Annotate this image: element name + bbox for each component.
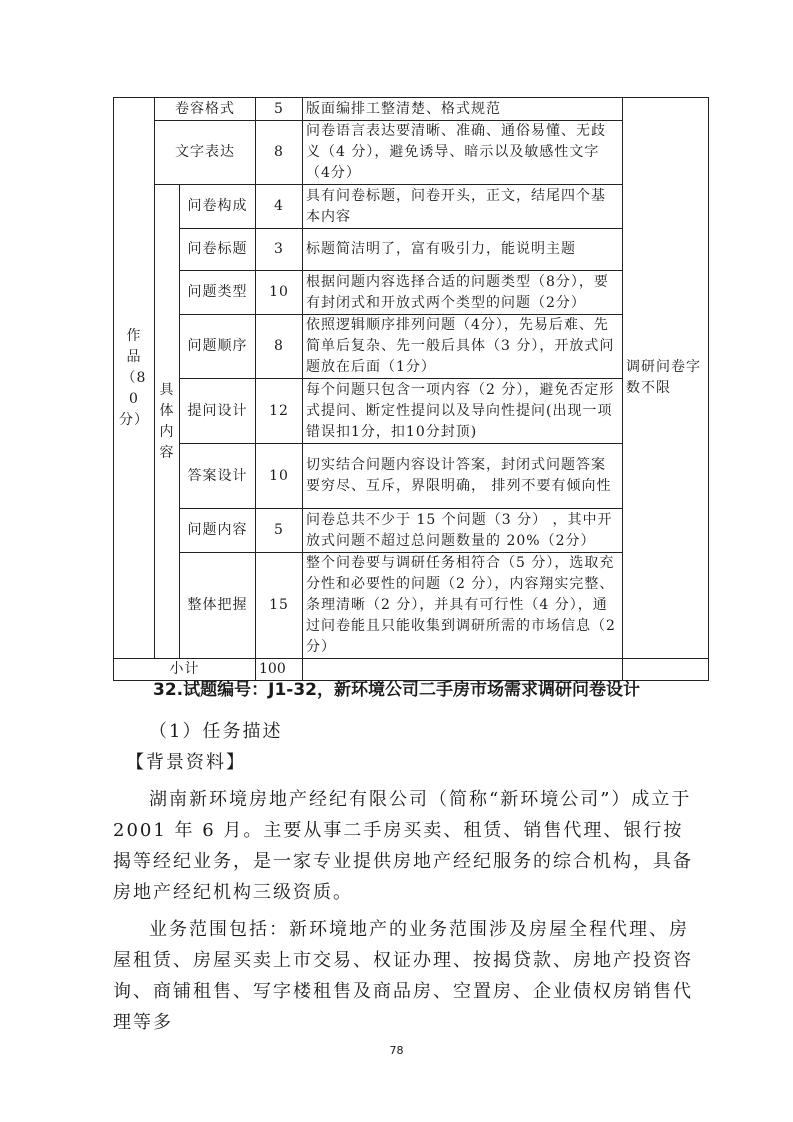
background-label: 【背景资料】 — [126, 752, 246, 773]
item-cell: 整体把握 — [180, 553, 256, 659]
criteria-cell: 问卷总共不少于 15 个问题（3 分） ，其中开放式问题不超过总问题数量的 20%（2分） — [303, 509, 623, 553]
body-paragraph-2: 业务范围包括：新环境地产的业务范围涉及房屋全程代理、房屋租赁、房屋买卖上市交易、权证办理、按揭贷款、房地产投资咨询、商铺租售、写字楼租售及商品房、空置房、企业债权房销售代理等多 — [113, 919, 693, 1033]
sub-category-cell — [155, 185, 180, 659]
subtotal-label: 小计 — [114, 659, 256, 681]
score-cell: 5 — [256, 509, 303, 553]
category-line: 品 — [126, 348, 142, 365]
criteria-cell: 切实结合问题内容设计答案，封闭式问题答案要穷尽、互斥，界限明确， 排列不要有倾向性 — [303, 444, 623, 509]
sub-category-line: 容 — [159, 444, 175, 461]
category-cell — [114, 98, 155, 659]
score-cell: 10 — [256, 444, 303, 509]
category-line: （8 — [121, 369, 147, 386]
item-cell: 问题顺序 — [180, 315, 256, 379]
item-cell: 卷容格式 — [155, 98, 256, 121]
criteria-cell: 每个问题只包含一项内容（2 分），避免否定形式提问、断定性提问以及导向性提问(出现一项错误扣1分，扣10分封顶) — [303, 379, 623, 444]
score-cell: 4 — [256, 185, 303, 229]
score-cell: 5 — [256, 98, 303, 121]
scoring-table — [113, 97, 709, 681]
item-cell: 问题类型 — [180, 271, 256, 315]
criteria-cell: 问卷语言表达要清晰、准确、通俗易懂、无歧义（4 分），避免诱导、暗示以及敏感性文字（4分） — [303, 121, 623, 185]
item-cell: 问卷标题 — [180, 229, 256, 271]
criteria-cell: 版面编排工整清楚、格式规范 — [303, 98, 623, 121]
item-cell: 答案设计 — [180, 444, 256, 509]
criteria-cell: 整个问卷要与调研任务相符合（5 分），选取充分性和必要性的问题（2 分），内容翔实完整、条理清晰（2 分），并具有可行性（4 分），通过问卷能且只能收集到调研所需的市场信息（2分） — [303, 553, 623, 659]
item-cell: 提问设计 — [180, 379, 256, 444]
sub-category-line: 具 — [159, 381, 175, 398]
page-number: 78 — [389, 1044, 404, 1057]
category-line: 分） — [119, 411, 149, 428]
table-row — [114, 229, 709, 271]
note-cell: 调研问卷字数不限 — [623, 98, 709, 659]
table-row — [114, 509, 709, 553]
table-row — [114, 185, 709, 229]
score-cell: 8 — [256, 315, 303, 379]
table-row — [114, 271, 709, 315]
body-paragraph-1: 湖南新环境房地产经纪有限公司（简称“新环境公司”）成立于2001 年 6 月。主要从事二手房买卖、租赁、销售代理、银行按揭等经纪业务，是一家专业提供房地产经纪服务的综合机构，具备房地产经纪机构三级资质。 — [113, 789, 693, 903]
score-cell: 8 — [256, 121, 303, 185]
item-cell: 文字表达 — [155, 121, 256, 185]
table-row — [114, 121, 709, 185]
question-heading: 32.试题编号：J1-32，新环境公司二手房市场需求调研问卷设计 — [153, 680, 640, 700]
subtotal-value: 100 — [256, 659, 303, 681]
item-cell: 问卷构成 — [180, 185, 256, 229]
table-row — [114, 315, 709, 379]
score-cell: 3 — [256, 229, 303, 271]
table-row — [114, 379, 709, 444]
score-cell: 15 — [256, 553, 303, 659]
table-row — [114, 98, 709, 121]
table-row — [114, 444, 709, 509]
score-cell: 10 — [256, 271, 303, 315]
category-line: 0 — [129, 390, 139, 407]
category-line: 作 — [126, 327, 142, 344]
item-cell: 问题内容 — [180, 509, 256, 553]
criteria-cell: 依照逻辑顺序排列问题（4分），先易后难、先简单后复杂、先一般后具体（3 分），开放式问题放在后面（1分） — [303, 315, 623, 379]
task-label: （1）任务描述 — [149, 721, 283, 742]
table-row — [114, 553, 709, 659]
sub-category-line: 体 — [159, 402, 175, 419]
criteria-cell: 具有问卷标题，问卷开头，正文，结尾四个基本内容 — [303, 185, 623, 229]
score-cell: 12 — [256, 379, 303, 444]
sub-category-line: 内 — [159, 423, 175, 440]
criteria-cell: 根据问题内容选择合适的问题类型（8分），要有封闭式和开放式两个类型的问题（2分） — [303, 271, 623, 315]
criteria-cell: 标题简洁明了，富有吸引力，能说明主题 — [303, 229, 623, 271]
